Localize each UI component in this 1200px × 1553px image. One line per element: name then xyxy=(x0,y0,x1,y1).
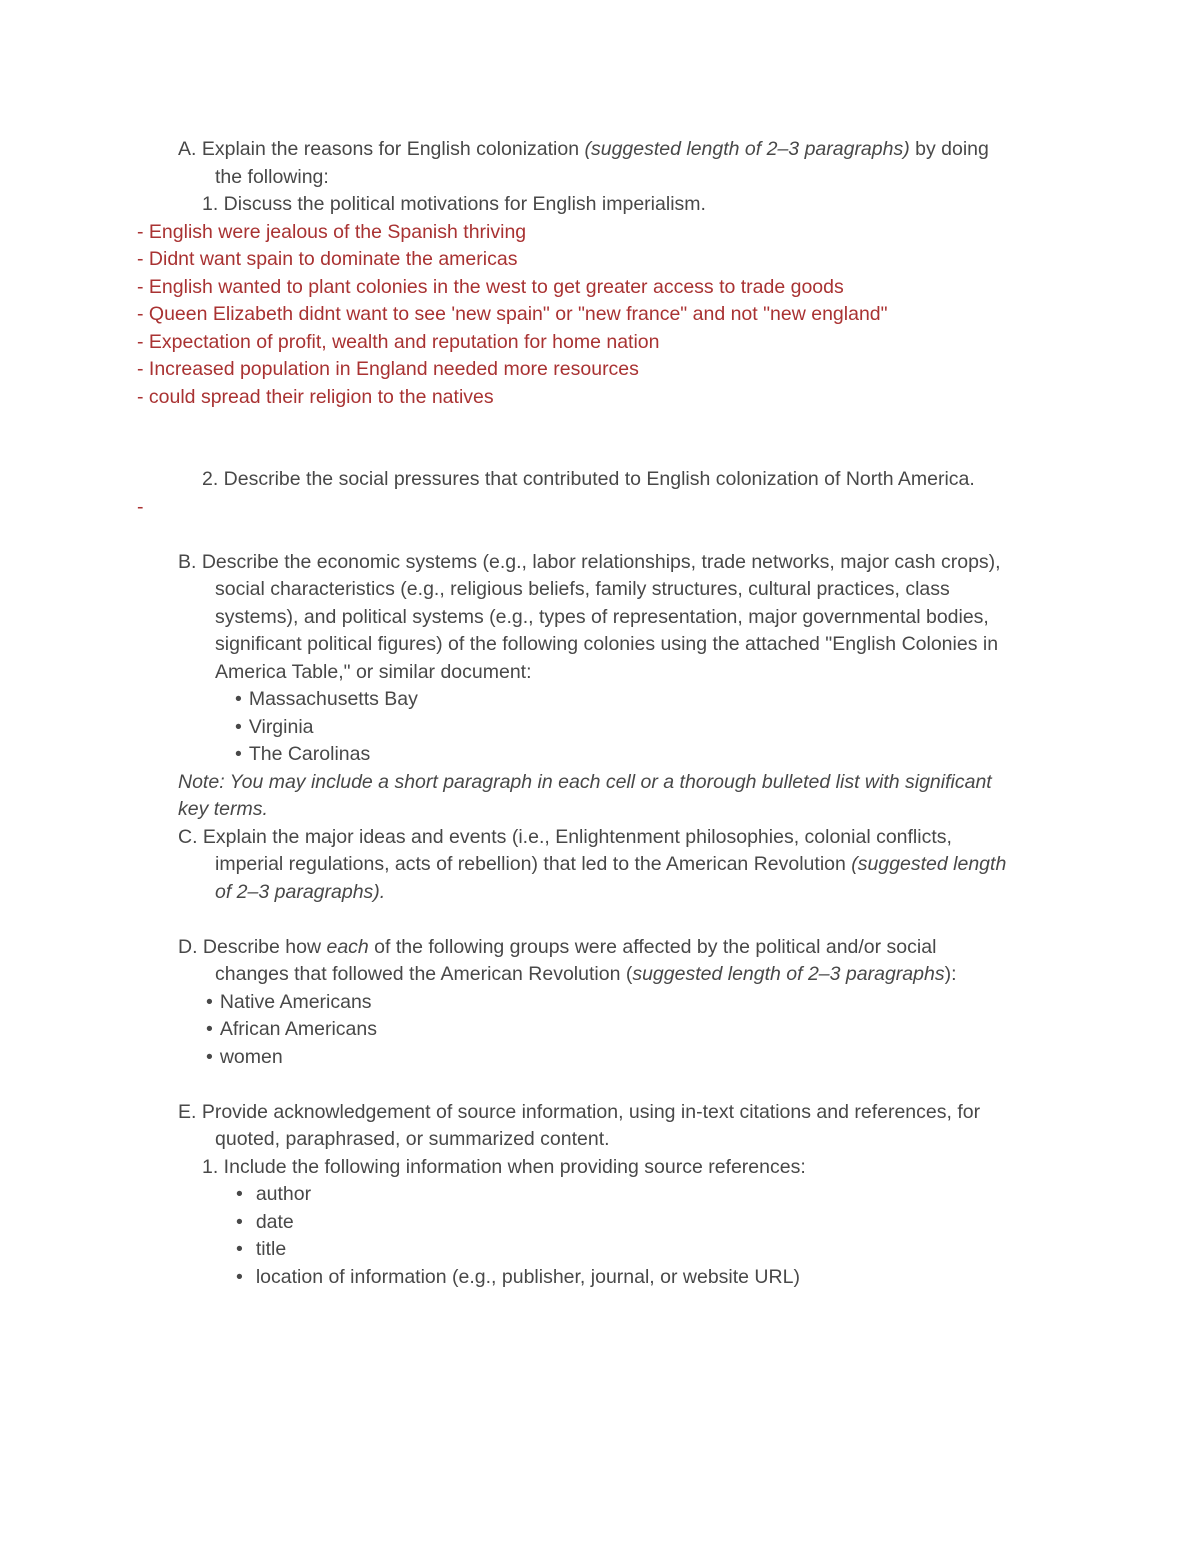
note-line2: key terms. xyxy=(178,798,268,820)
section-d-line2-post: ): xyxy=(944,963,957,985)
bullet-icon: • xyxy=(236,1183,243,1205)
section-d-line1-post: of the following groups were affected by the political and/or social xyxy=(368,935,937,958)
section-c-line2-pre: imperial regulations, acts of rebellion) that led to the American Revolution xyxy=(215,853,852,875)
bullet-text: location of information (e.g., publisher, journal, or website URL) xyxy=(255,1265,800,1288)
section-a-heading-italic: (suggested length of 2–3 paragraphs) xyxy=(584,138,910,160)
section-c-line1: C. Explain the major ideas and events (i.e., Enlightenment philosophies, colonial conflicts, xyxy=(178,825,952,848)
section-d-line2 xyxy=(0,961,1200,989)
bullet-icon: • xyxy=(235,715,242,738)
section-b-bullet-item xyxy=(0,686,1200,714)
section-b-bullet-item xyxy=(0,741,1200,769)
section-e-bullet-item xyxy=(0,1236,1200,1264)
section-c-line3: of 2–3 paragraphs). xyxy=(215,880,386,903)
bullet-icon: • xyxy=(236,1265,243,1288)
bullet-text: Native Americans xyxy=(219,990,372,1013)
bullet-text: The Carolinas xyxy=(248,743,371,765)
section-b-line2: social characteristics (e.g., religious beliefs, family structures, cultural practices, class xyxy=(215,578,950,600)
bullet-icon: • xyxy=(206,1018,213,1040)
section-c-line2 xyxy=(0,851,1200,879)
section-e-line1: E. Provide acknowledgement of source information, using in-text citations and references, for xyxy=(178,1100,981,1123)
section-e-bullet-item xyxy=(0,1264,1200,1292)
answer-line: - Increased population in England needed more resources xyxy=(137,358,639,380)
blank-line xyxy=(0,439,1200,467)
bullet-text: title xyxy=(255,1238,287,1260)
section-d-line2-italic: suggested length of 2–3 paragraphs xyxy=(632,963,945,985)
answer-line: - Expectation of profit, wealth and reputation for home nation xyxy=(137,330,660,353)
bullet-text: African Americans xyxy=(219,1018,377,1040)
section-e-line2: quoted, paraphrased, or summarized content. xyxy=(215,1128,610,1150)
answer-line: - Queen Elizabeth didnt want to see 'new spain" or "new france" and not "new england" xyxy=(137,303,888,325)
answer-dash-placeholder: - xyxy=(137,495,144,518)
section-b-line3: systems), and political systems (e.g., types of representation, major governmental bodies, xyxy=(215,605,989,628)
section-d-bullet-item xyxy=(0,1044,1200,1072)
blank-line xyxy=(0,906,1200,934)
bullet-text: Massachusetts Bay xyxy=(248,688,418,710)
section-a-heading-line1 xyxy=(0,136,1200,164)
answer-line: - Didnt want spain to dominate the americas xyxy=(137,248,518,270)
section-d-line1 xyxy=(0,934,1200,962)
answer-line: - English wanted to plant colonies in the west to get greater access to trade goods xyxy=(137,275,844,298)
section-d-line1-pre: D. Describe how xyxy=(178,935,327,958)
bullet-text: author xyxy=(255,1183,312,1205)
bullet-icon: • xyxy=(236,1238,243,1260)
bullet-text: Virginia xyxy=(248,715,314,738)
section-d-bullet-item xyxy=(0,1016,1200,1044)
blank-line xyxy=(0,1071,1200,1099)
bullet-text: date xyxy=(255,1210,294,1233)
blank-line xyxy=(0,411,1200,439)
bullet-icon: • xyxy=(235,688,242,710)
section-b-line1: B. Describe the economic systems (e.g., labor relationships, trade networks, major cash crops), xyxy=(178,550,1001,573)
blank-line xyxy=(0,521,1200,549)
section-d-line1-italic: each xyxy=(326,935,369,958)
section-a-heading-post: by doing xyxy=(909,138,989,160)
section-b-line4: significant political figures) of the following colonies using the attached "English Colonies in xyxy=(215,633,999,655)
section-e-item1: 1. Include the following information when providing source references: xyxy=(202,1155,806,1178)
note-line1: Note: You may include a short paragraph in each cell or a thorough bulleted list with significant xyxy=(178,770,992,793)
section-a-heading-pre: A. Explain the reasons for English colonization xyxy=(178,138,585,160)
answer-line: - English were jealous of the Spanish thriving xyxy=(137,220,527,243)
bullet-icon: • xyxy=(206,1045,213,1068)
section-d-bullet-item xyxy=(0,989,1200,1017)
section-e-bullet-item xyxy=(0,1209,1200,1237)
section-a-item2: 2. Describe the social pressures that contributed to English colonization of North America. xyxy=(202,468,975,490)
answer-line: - could spread their religion to the natives xyxy=(137,385,494,408)
section-a-heading-line2: the following: xyxy=(215,165,329,188)
bullet-icon: • xyxy=(236,1210,243,1233)
bullet-icon: • xyxy=(235,743,242,765)
section-e-bullet-item xyxy=(0,1181,1200,1209)
section-c-line2-italic: (suggested length xyxy=(851,853,1007,875)
section-d-line2-pre: changes that followed the American Revolution ( xyxy=(215,963,633,985)
section-b-bullet-item xyxy=(0,714,1200,742)
section-b-line5: America Table," or similar document: xyxy=(215,660,532,683)
section-a-item1: 1. Discuss the political motivations for English imperialism. xyxy=(202,193,706,215)
bullet-icon: • xyxy=(206,990,213,1013)
bullet-text: women xyxy=(219,1045,283,1068)
